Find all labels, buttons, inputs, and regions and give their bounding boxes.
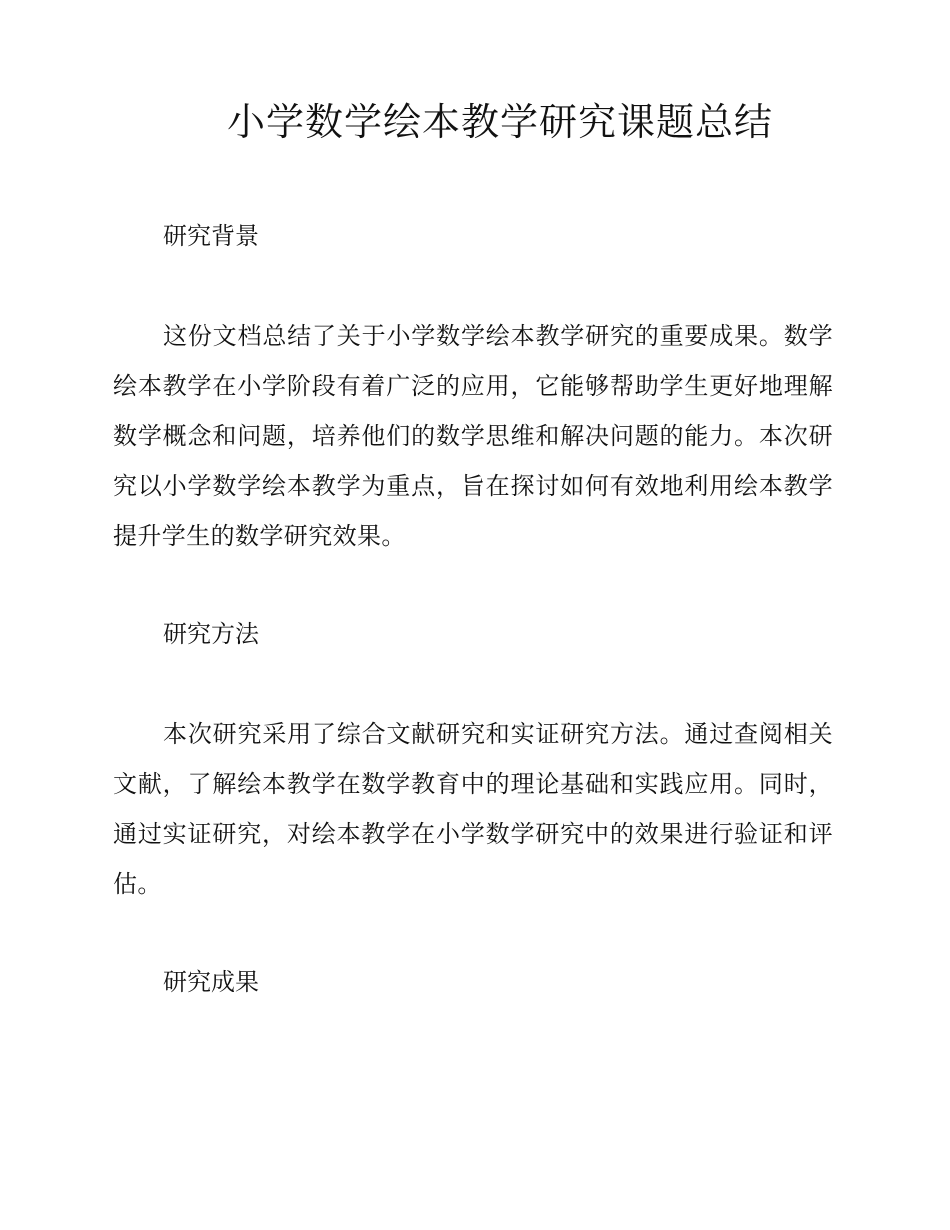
section-paragraph-method: 本次研究采用了综合文献研究和实证研究方法。通过查阅相关文献，了解绘本教学在数学教育中的理论基础和实践应用。同时，通过实证研究，对绘本教学在小学数学研究中的效果进行验证和评估。 <box>113 720 833 898</box>
section-paragraph-background: 这份文档总结了关于小学数学绘本教学研究的重要成果。数学绘本教学在小学阶段有着广泛的应用，它能够帮助学生更好地理解数学概念和问题，培养他们的数学思维和解决问题的能力。本次研究以小学数学绘本教学为重点，旨在探讨如何有效地利用绘本教学提升学生的数学研究效果。 <box>113 322 833 550</box>
section-heading-results: 研究成果 <box>163 968 259 996</box>
document-title: 小学数学绘本教学研究课题总结 <box>226 100 773 144</box>
section-heading-background: 研究背景 <box>163 222 259 250</box>
section-heading-method: 研究方法 <box>163 620 259 648</box>
